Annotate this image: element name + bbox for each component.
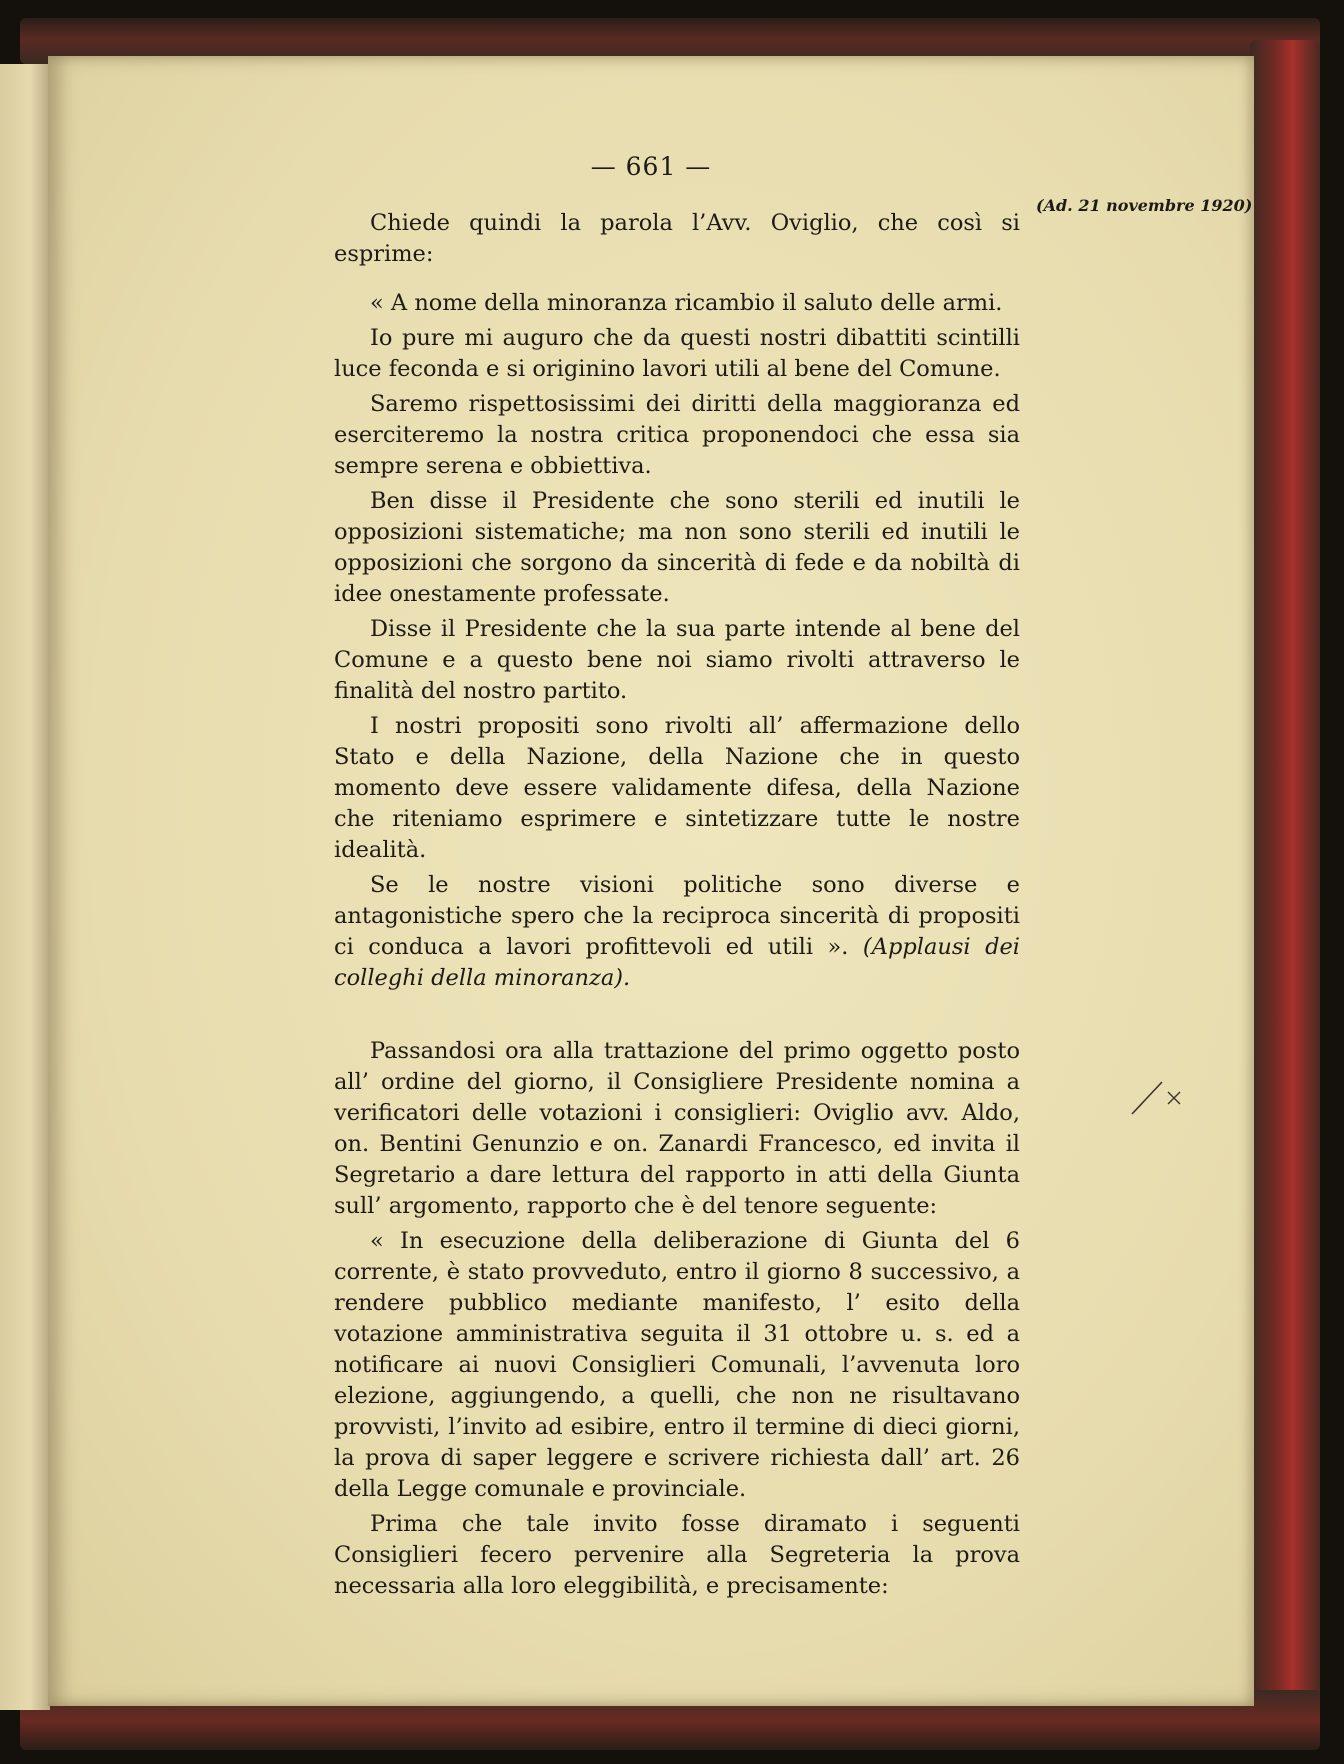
report-paragraph: « In esecuzione della deliberazione di Giunta del 6 corrente, è stato provveduto, entro il giorno 8 successivo, a rendere pubblico mediante manifesto, l’ esito della votazione amministrativa seguita il 31 ottobre u. s. ed a notificare ai nuovi Consiglieri Comunali, l’avvenuta loro elezione, aggiungendo, a quelli, che non ne risultavano provvisti, l’invito ad esibire, entro il termine di dieci giorni, la prova di saper leggere e scrivere richiesta dall’ art. 26 della Legge comunale e provinciale.	[334, 1228, 1020, 1502]
body-text	[334, 208, 1020, 1602]
book-board-right	[1250, 40, 1320, 1740]
speech-paragraph: Saremo rispettosissimi dei diritti della maggioranza ed eserciteremo la nostra critica proponendoci che essa sia sempre serena e obbiettiva.	[334, 391, 1020, 479]
speech-paragraph: Disse il Presidente che la sua parte intende al bene del Comune e a questo bene noi siamo rivolti attraverso le finalità del nostro partito.	[334, 616, 1020, 704]
speech-paragraph: I nostri propositi sono rivolti all’ affermazione dello Stato e della Nazione, della Nazione che in questo momento deve essere validamente difesa, della Nazione che riteniamo esprimere e sintetizzare tutte le nostre idealità.	[334, 713, 1020, 863]
intro-paragraph: Chiede quindi la parola l’Avv. Oviglio, che così si esprime:	[334, 210, 1020, 267]
speech-paragraph: Io pure mi auguro che da questi nostri dibattiti scintilli luce feconda e si originino lavori utili al bene del Comune.	[334, 325, 1020, 382]
speech-closing-paragraph	[334, 870, 1020, 994]
document-page	[48, 56, 1254, 1706]
proceedings-paragraph: Passandosi ora alla trattazione del primo oggetto posto all’ ordine del giorno, il Consigliere Presidente nomina a verificatori delle votazioni i consiglieri: Oviglio avv. Aldo, on. Bentini Genunzio e on. Zanardi Francesco, ed invita il Segretario a dare lettura del rapporto in atti della Giunta sull’ argomento, rapporto che è del tenore seguente:	[334, 1038, 1020, 1219]
margin-date-note: (Ad. 21 novembre 1920)	[1036, 196, 1253, 215]
speech-closing-text: Se le nostre visioni politiche sono diverse e antagonistiche spero che la reciproca sincerità di propositi ci conduca a lavori profittevoli ed utili ».	[334, 872, 1020, 960]
speech-paragraph: Ben disse il Presidente che sono sterili ed inutili le opposizioni sistematiche; ma non sono sterili ed inutili le opposizioni che sorgono da sincerità di fede e da nobiltà di idee onestamente professate.	[334, 488, 1020, 607]
previous-page-edge	[0, 64, 50, 1710]
applause-note: (Applausi dei colleghi della minoranza).	[334, 934, 1020, 991]
speech-paragraph: « A nome della minoranza ricambio il saluto delle armi.	[370, 290, 1003, 316]
pencil-margin-mark	[1128, 1074, 1188, 1124]
page-number: — 661 —	[590, 152, 712, 181]
report-paragraph: Prima che tale invito fosse diramato i seguenti Consiglieri fecero pervenire alla Segreteria la prova necessaria alla loro eleggibilità, e precisamente:	[334, 1511, 1020, 1599]
